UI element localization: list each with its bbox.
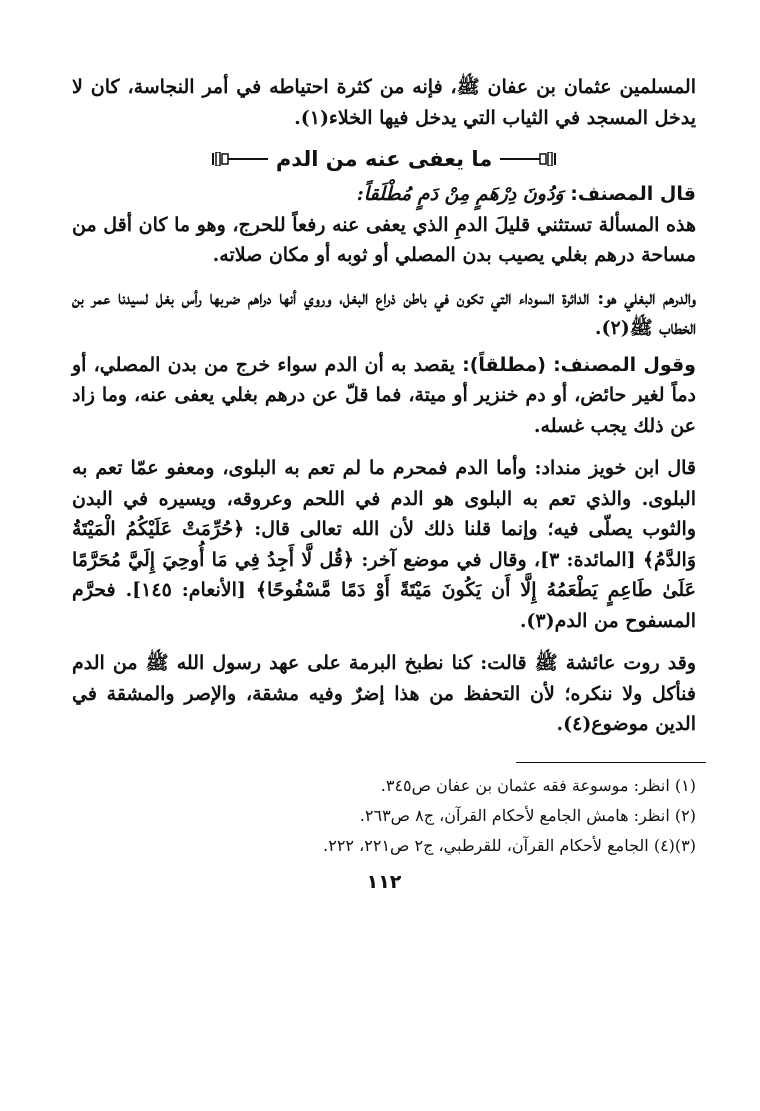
section-heading xyxy=(72,147,696,171)
footnote-3: (٣)(٤) الجامع لأحكام القرآن، للقرطبي، ج٢ ص٢٢١، ٢٢٢. xyxy=(323,835,696,855)
paragraph-2: والدرهم البغلي هو: الدائرة السوداء التي تكون في باطن ذراع البغل، وروي أنها دراهم ضربها رأس بغل لسيدنا عمر بن الخطاب ﷺ(٢). xyxy=(72,286,696,339)
paragraph-3-text: يقصد به أن الدم سواء خرج من بدن المصلي، أو دماً لغير حائض، أو دم خنزير أو ميتة، فما قلّ عن درهم بغلي يعفى عنه، وما زاد عن ذلك يجب غسله. xyxy=(72,353,696,437)
paragraph-1: هذه المسألة تستثني قليلَ الدمِ الذي يعفى عنه رفعاً للحرج، وهو ما كان أقل من مساحة درهم بغلي يصيب بدن المصلي أو ثوبه أو مكان صلاته. xyxy=(72,213,696,266)
intro-paragraph: المسلمين عثمان بن عفان ﷺ، فإنه من كثرة احتياطه في أمر النجاسة، كان لا يدخل المسجد في الثياب التي يدخل فيها الخلاء(١). xyxy=(72,76,696,129)
ornament-icon xyxy=(204,152,268,166)
paragraph-3 xyxy=(72,350,696,442)
footnote-1: (١) انظر: موسوعة فقه عثمان بن عفان ص٣٤٥. xyxy=(380,775,696,795)
paragraph-3-label: وقول المصنف: (مطلقاً): xyxy=(462,353,696,376)
ornament-icon xyxy=(500,152,564,166)
book-page xyxy=(72,72,696,1051)
footnotes xyxy=(72,771,696,861)
paragraph-5: وقد روت عائشة ﷺ قالت: كنا نطبخ البرمة على عهد رسول الله ﷺ من الدم فنأكل ولا ننكره؛ لأن التحفظ من هذا إضرٌ وفيه مشقة، والإصر والمشقة في الدين موضوع(٤). xyxy=(72,652,696,735)
page-number: ١١٢ xyxy=(366,870,402,893)
section-title: ما يعفى عنه من الدم xyxy=(275,147,493,171)
author-line xyxy=(72,179,696,210)
author-label: قال المصنف: xyxy=(570,183,696,205)
footnote-2: (٢) انظر: هامش الجامع لأحكام القرآن، ج٨ ص٢٦٣. xyxy=(359,805,696,825)
paragraph-4: قال ابن خويز منداد: وأما الدم فمحرم ما لم تعم به البلوى، ومعفو عمّا تعم به البلوى. والذي تعم به البلوى هو الدم في اللحم وعروقه، ويسيره في البدن والثوب يصلّى فيه؛ وإنما قلنا ذلك لأن الله تعالى قال: ﴿حُرِّمَتْ عَلَيْكُمُ الْمَيْتَةُ وَالدَّمُ﴾ [المائدة: ٣]، وقال في موضع آخر: ﴿قُل لَّا أَجِدُ فِي مَا أُوحِيَ إِلَيَّ مُحَرَّمًا عَلَىٰ طَاعِمٍ يَطْعَمُهُ إِلَّا أَن يَكُونَ مَيْتَةً أَوْ دَمًا مَّسْفُوحًا﴾ [الأنعام: ١٤٥]. فحرَّم المسفوح من الدم(٣). xyxy=(72,457,696,632)
footnote-divider xyxy=(516,762,706,763)
author-quote: وَدُونَ دِرْهَمٍ مِنْ دَمٍ مُطْلَقاً: xyxy=(356,183,564,205)
